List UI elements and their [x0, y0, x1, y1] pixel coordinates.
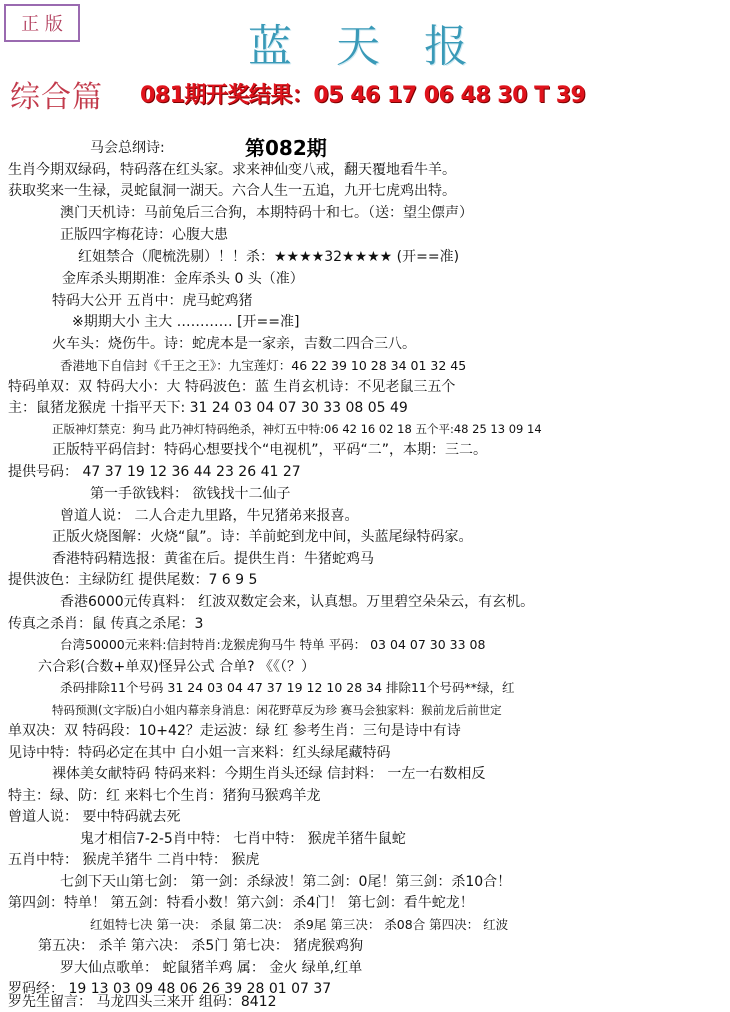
- text-line: 见诗中特：特码必定在其中 白小姐一言来料：红头绿尾藏特码: [8, 745, 391, 761]
- text-line: 红姐禁合（爬梳洗剔）！！杀：★★★★32★★★★ (开==准): [78, 249, 460, 265]
- text-line: 正版火烧图解：火烧“鼠”。诗：羊前蛇到龙中间，头蓝尾绿特码家。: [52, 529, 473, 545]
- text-line: 传真之杀肖：鼠 传真之杀尾：3: [8, 616, 204, 632]
- text-line: 第一手欲钱料： 欲钱找十二仙子: [90, 486, 291, 502]
- text-line: 香港地下自信封《千王之王》：九宝莲灯：46 22 39 10 28 34 01 32 45: [60, 358, 467, 373]
- text-line: ※期期大小 主大 ………… [开==准]: [72, 314, 300, 330]
- text-line: 金库杀头期期准：金库杀头 0 头（准）: [62, 271, 304, 287]
- text-line: 正版四字梅花诗：心腹大患: [60, 227, 228, 243]
- text-line: 火车头：烧伤牛。诗：蛇虎本是一家亲，吉数二四合三八。: [52, 336, 416, 352]
- text-line: 生肖今期双绿码，特码落在红头家。求来神仙变八戒，翻天覆地看牛羊。: [8, 162, 456, 178]
- text-line: 罗大仙点歌单： 蛇鼠猪羊鸡 属： 金火 绿单,红单: [60, 960, 363, 976]
- text-line: 杀码排除11个号码 31 24 03 04 47 37 19 12 10 28 34 排除11个号码**绿，红: [60, 680, 515, 695]
- text-line: 五肖中特： 猴虎羊猪牛 二肖中特： 猴虎: [8, 852, 260, 868]
- masthead-title: 蓝天报: [248, 21, 512, 72]
- text-line: 提供波色：主绿防红 提供尾数：7 6 9 5: [8, 572, 258, 588]
- text-line: 红姐特七决 第一决： 杀鼠 第二决： 杀9尾 第三决： 杀08合 第四决： 红波: [90, 917, 509, 932]
- text-line: 第四剑：特单！ 第五剑：特看小数！第六剑：杀4门！ 第七剑：看牛蛇龙！: [8, 895, 474, 911]
- text-line: 特码大公开 五肖中：虎马蛇鸡猪: [52, 293, 253, 309]
- text-line: 六合彩(合数+单双)怪异公式 合单? 《《（？）: [38, 659, 315, 675]
- text-line: 香港特码精选报：黄雀在后。提供生肖：牛猪蛇鸡马: [52, 551, 374, 567]
- section-title: 综合篇: [10, 80, 103, 115]
- text-line: 提供号码： 47 37 19 12 36 44 23 26 41 27: [8, 464, 301, 480]
- text-line: 单双决：双 特码段：10+42？走运波：绿 红 参考生肖：三句是诗中有诗: [8, 723, 461, 739]
- text-line: 澳门天机诗：马前兔后三合狗，本期特码十和七。（送：望尘僄声）: [60, 205, 473, 221]
- text-line: 主：鼠猪龙猴虎 十指平天下: 31 24 03 04 07 30 33 08 05 49: [8, 400, 408, 416]
- text-line: 香港6000元传真料： 红波双数定会来，认真想。万里碧空朵朵云，有玄机。: [60, 594, 535, 610]
- text-line: 特码单双：双 特码大小：大 特码波色：蓝 生肖玄机诗：不见老鼠三五个: [8, 379, 456, 395]
- text-line: 罗先生留言： 马龙四头三来开 组码：8412: [8, 994, 277, 1010]
- text-line: 曾道人说： 二人合走九里路，牛兄猪弟来报喜。: [60, 508, 359, 524]
- text-line: 第五决： 杀羊 第六决： 杀5门 第七决： 猪虎猴鸡狗: [38, 938, 364, 954]
- text-line: 曾道人说： 要中特码就去死: [8, 809, 181, 825]
- text-line: 马会总纲诗:: [90, 140, 165, 156]
- text-line: 七剑下天山第七剑： 第一剑：杀绿波！第二剑：0尾！第三剑：杀10合！: [60, 874, 512, 890]
- text-line: 特主：绿、防：红 来料七个生肖：猪狗马猴鸡羊龙: [8, 788, 321, 804]
- authentic-stamp: 正 版: [4, 4, 80, 42]
- text-line: 鬼才相信7-2-5肖中特： 七肖中特： 猴虎羊猪牛鼠蛇: [80, 831, 406, 847]
- text-line: 正版神灯禁克：狗马 此乃神灯特码绝杀，神灯五中特:06 42 16 02 18 五个平:48 25 13 09 14: [52, 422, 542, 436]
- text-line: 罗码经： 19 13 03 09 48 06 26 39 28 01 07 37: [8, 981, 332, 997]
- text-line: 正版特平码信封：特码心想要找个“电视机”，平码“二”，本期：三二。: [52, 442, 488, 458]
- draw-results: 081期开奖结果：05 46 17 06 48 30 T 39: [140, 83, 586, 108]
- text-line: 台湾50000元来料:信封特肖:龙猴虎狗马牛 特单 平码： 03 04 07 30 33 08: [60, 637, 486, 652]
- text-line: 裸体美女献特码 特码来料：今期生肖头还绿 信封料： 一左一右数相反: [52, 766, 486, 782]
- issue-number: 第082期: [245, 136, 327, 160]
- text-line: 特码预测(文字版)白小姐内幕亲身消息：闲花野草反为珍 赛马会独家料：猴前龙后前世定: [52, 703, 502, 717]
- text-line: 获取奖来一生禄，灵蛇鼠洞一湖天。六合人生一五追，九开七虎鸡出特。: [8, 183, 456, 199]
